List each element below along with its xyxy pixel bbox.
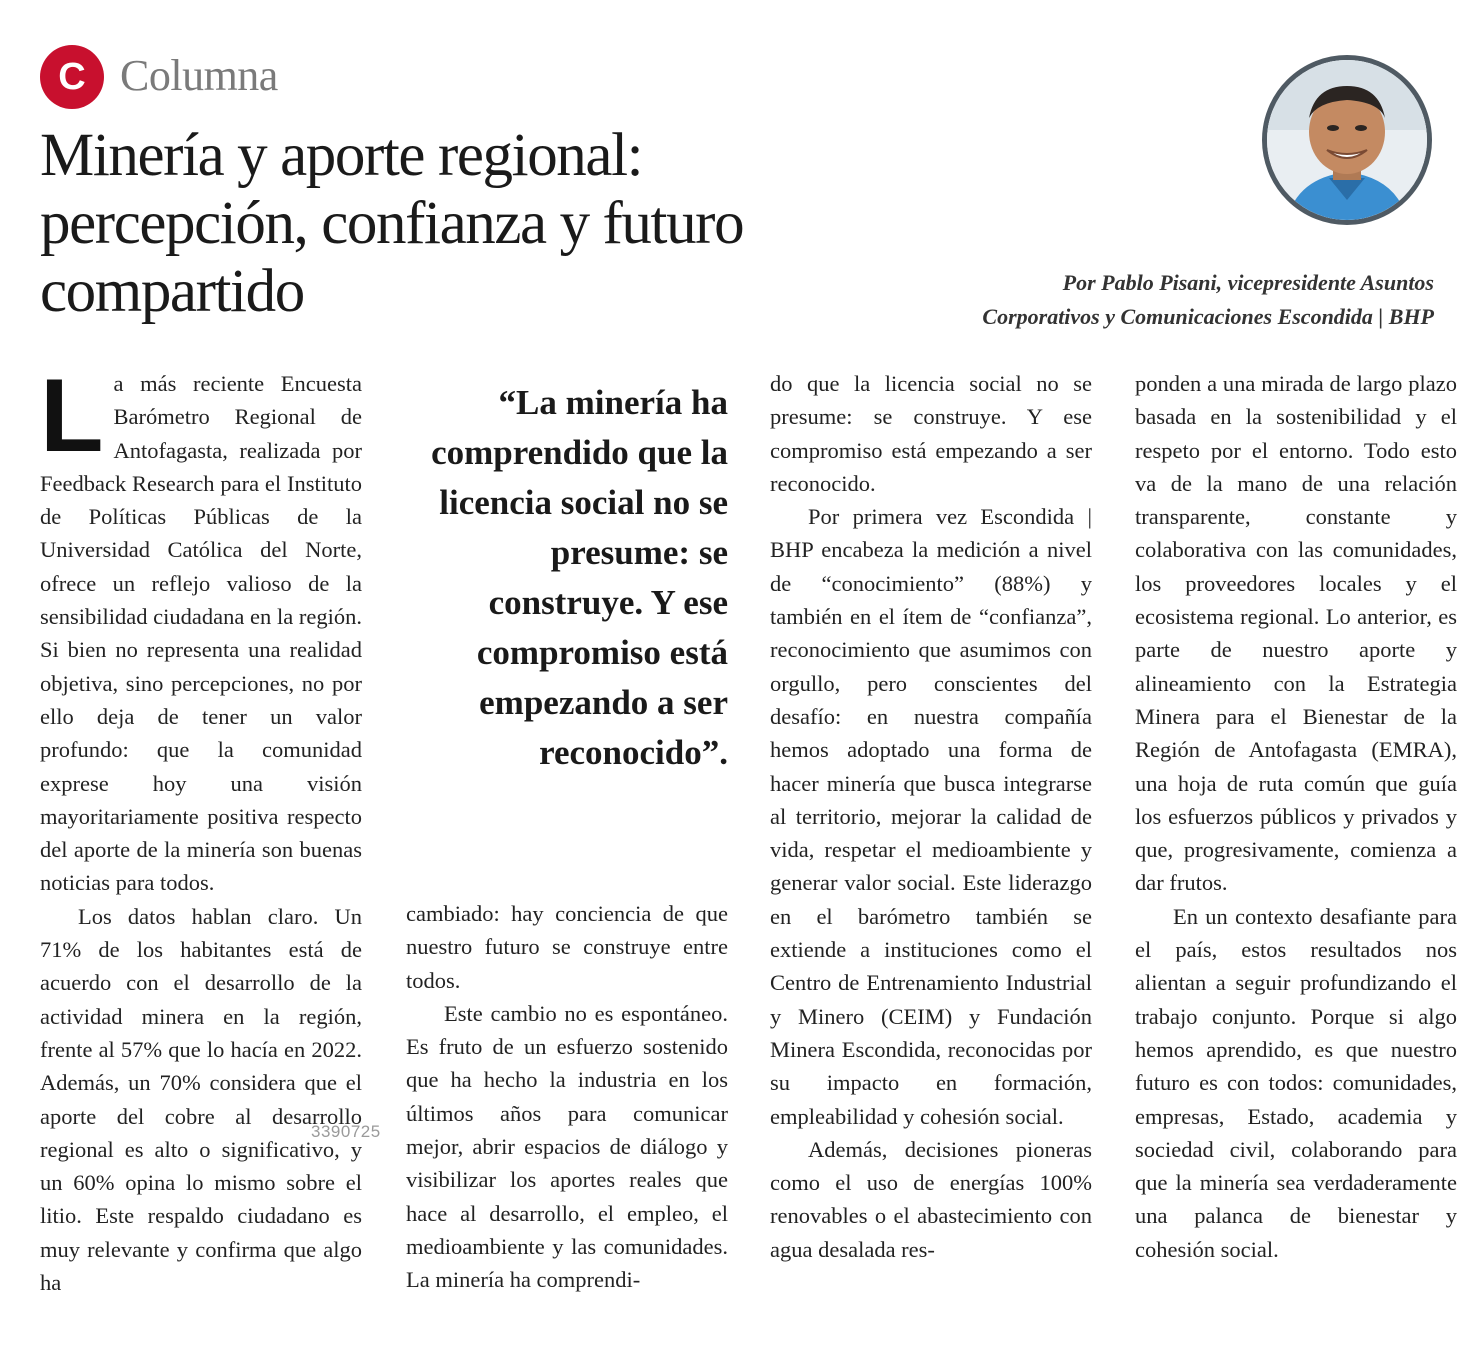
column-3-paragraph-1: do que la licencia social no se presume: se construye. Y ese compromiso está empezando a ser reconocido. [770,371,1092,496]
column-1-paragraph-1: a más reciente Encuesta Barómetro Regional de Antofagasta, realizada por Feedback Research para el Instituto de Políticas Públicas de la Universidad Católica del Norte, ofrece un reflejo valioso de la sensibilidad ciudadana en la región. Si bien no representa una realidad objetiva, sino percepciones, no por ello deja de tener un valor profundo: que la comunidad exprese hoy una visión mayoritariamente positiva respecto del aporte de la minería son buenas noticias para todos. [40,371,362,896]
article-column-2 [406,897,728,1297]
column-4-paragraph-2: En un contexto desafiante para el país, estos resultados nos alientan a seguir profundizando el trabajo conjunto. Porque si algo hemos aprendido, es que nuestro futuro es con todos: comunidades, empresas, Estado, academia y sociedad civil, colaborando para que la minería sea verdaderamente una palanca de bienestar y cohesión social. [1135,903,1457,1262]
byline-line-2: Corporativos y Comunicaciones Escondida | BHP [982,304,1434,329]
byline [834,266,1434,334]
author-photo [1262,55,1432,225]
byline-line-1: Por Pablo Pisani, vicepresidente Asuntos [1062,270,1434,295]
column-4-paragraph-1: ponden a una mirada de largo plazo basada en la sostenibilidad y el respeto por el entorno. Todo esto va de la mano de una relación transparente, constante y colaborativa con las comunidades, los proveedores locales y el ecosistema regional. Lo anterior, es parte de nuestro aporte y alineamiento con la Estrategia Minera para el Bienestar de la Región de Antofagasta (EMRA), una hoja de ruta común que guía los esfuerzos públicos y privados y que, progresivamente, comienza a dar frutos. [1135,371,1457,896]
section-badge: C [40,45,104,109]
column-3-paragraph-2: Por primera vez Escondida | BHP encabeza la medición a nivel de “conocimiento” (88%) y también en el ítem de “confianza”, reconocimiento que asumimos con orgullo, pero conscientes del desafío: en nuestra compañía hemos adoptado una forma de hacer minería que busca integrarse al territorio, mejorar la calidad de vida, respetar el medioambiente y generar valor social. Este liderazgo en el barómetro también se extiende a instituciones como el Centro de Entrenamiento Industrial y Minero (CEIM) y Fundación Minera Escondida, reconocidas por su impacto en formación, empleabilidad y cohesión social. [770,504,1092,1129]
column-3-paragraph-3: Además, decisiones pioneras como el uso de energías 100% renovables o el abastecimiento con agua desalada res- [770,1136,1092,1262]
author-portrait-image [1267,60,1427,220]
drop-cap: L [40,358,104,474]
article-column-3 [770,367,1092,1266]
column-1-paragraph-2: Los datos hablan claro. Un 71% de los habitantes está de acuerdo con el desarrollo de la actividad minera en la región, frente al 57% que lo hacía en 2022. Además, un 70% considera que el aporte del cobre al desarrollo regional es alto o significativo, y un 60% opina lo mismo sobre el litio. Este respaldo ciudadano es muy relevante y confirma que algo ha [40,903,362,1296]
pull-quote: “La minería ha comprendido que la licencia social no se presume: se construye. Y ese compromiso está empezando a ser reconocido”. [431,383,728,772]
headline: Minería y aporte regional: percepción, confianza y futuro compartido [40,122,744,325]
article-column-4 [1135,367,1457,1266]
column-2-paragraph-2: Este cambio no es espontáneo. Es fruto de un esfuerzo sostenido que ha hecho la industria en los últimos años para comunicar mejor, abrir espacios de diálogo y visibilizar los aportes reales que hace al desarrollo, el empleo, el medioambiente y las comunidades. La minería ha comprendi- [406,1000,728,1293]
watermark-id: 3390725 [311,1122,381,1141]
section-label: Columna [120,51,278,100]
article-column-1 [40,358,362,1299]
column-2-paragraph-1: cambiado: hay conciencia de que nuestro futuro se construye entre todos. [406,901,728,993]
